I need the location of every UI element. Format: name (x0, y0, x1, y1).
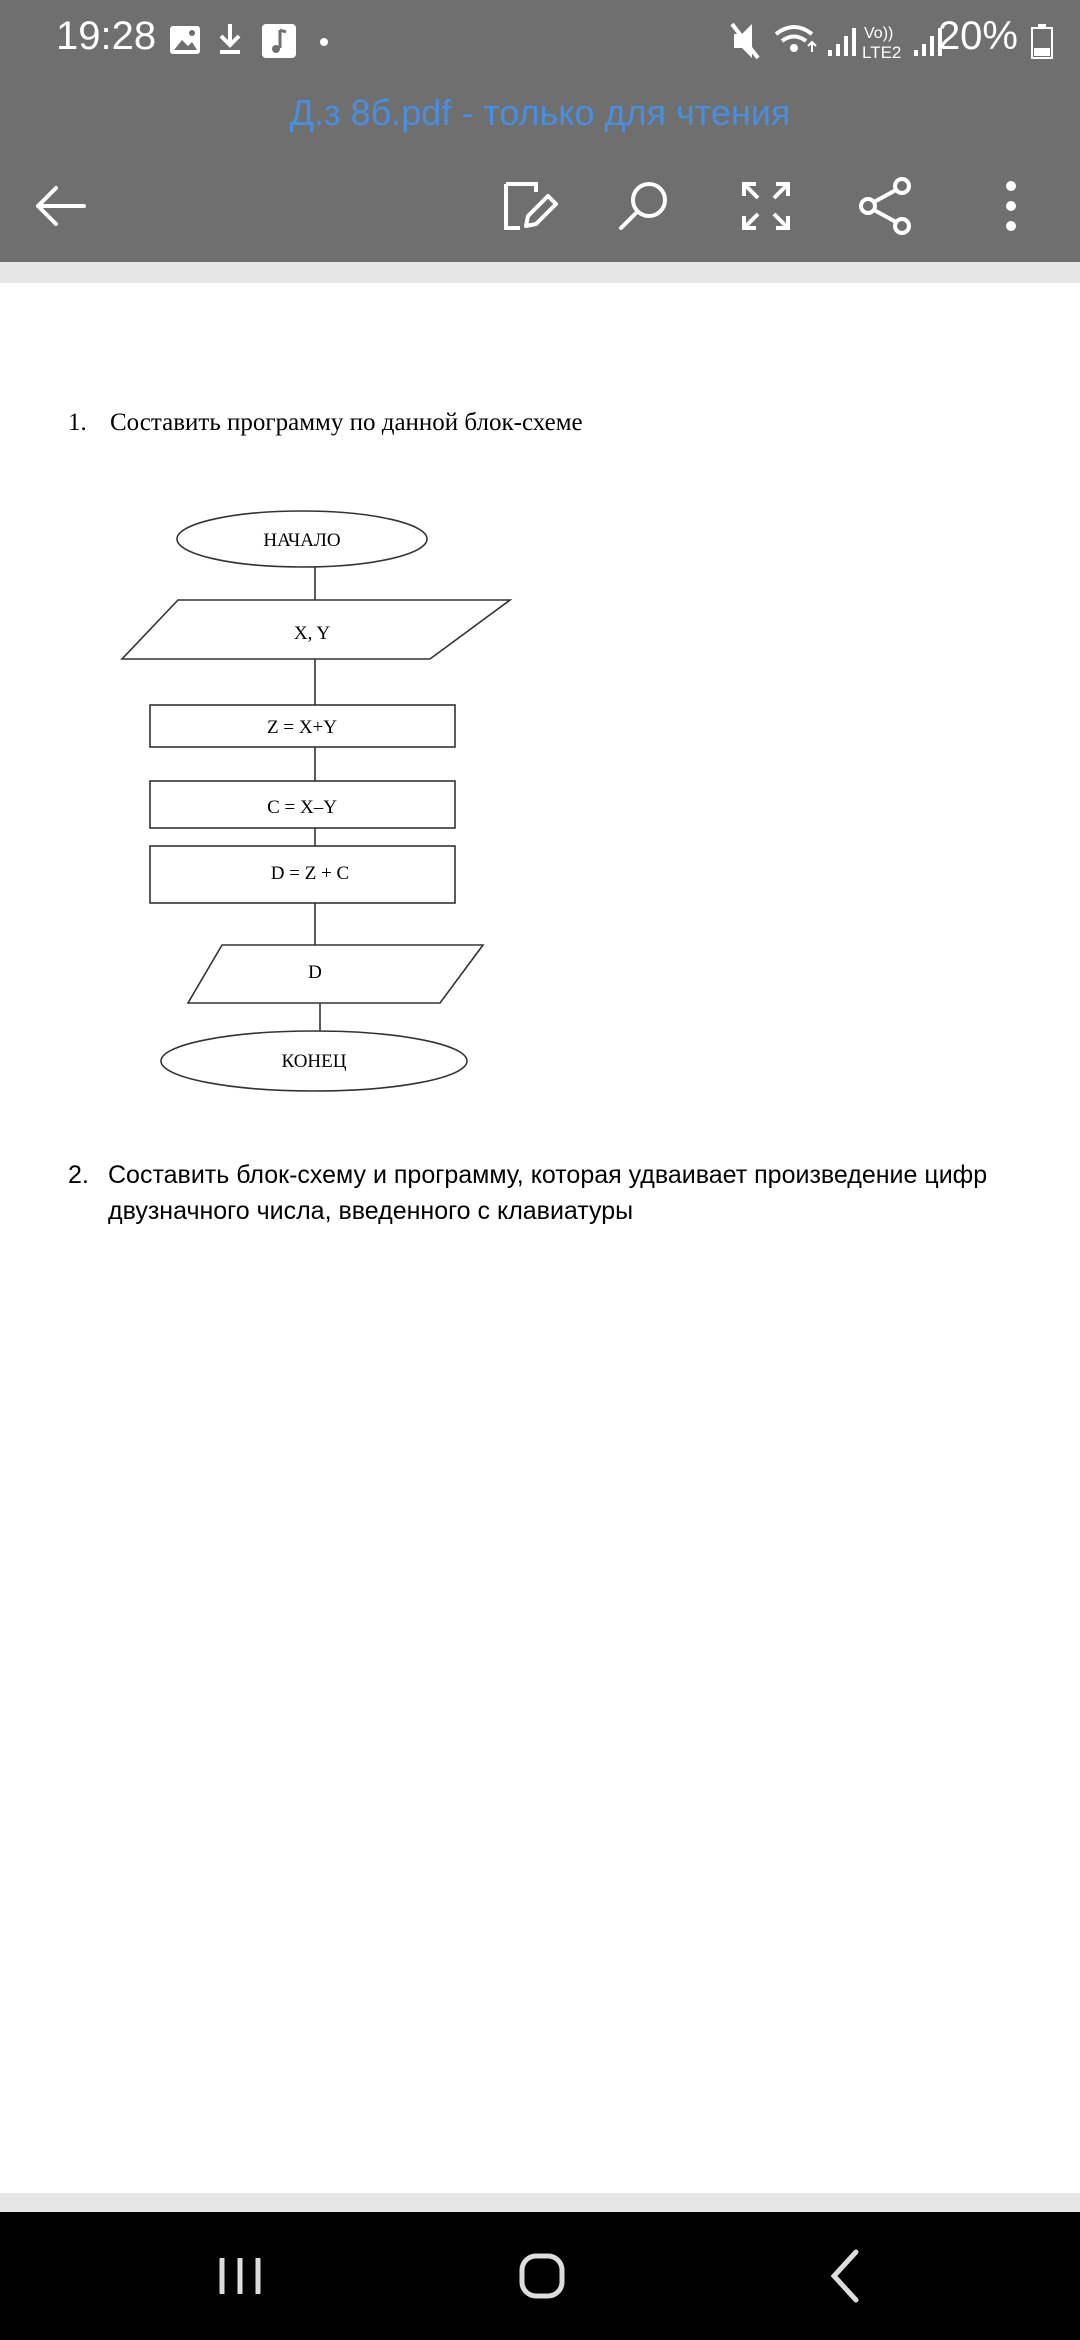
download-icon (220, 24, 240, 54)
question-number: 1. (68, 409, 87, 436)
flow-end (161, 1031, 467, 1091)
flow-end-label: КОНЕЦ (281, 1051, 347, 1072)
flow-output-label: D (308, 962, 322, 983)
share-button[interactable] (850, 170, 922, 242)
flow-start (177, 511, 427, 567)
status-time: 19:28 (56, 14, 157, 58)
share-icon (850, 170, 922, 242)
recents-button[interactable] (200, 2240, 280, 2312)
battery-icon (1032, 24, 1052, 58)
edit-button[interactable] (490, 170, 562, 242)
flow-step-2-label: C = X–Y (267, 797, 337, 818)
system-status (728, 12, 1058, 72)
flow-step-3-label: D = Z + C (270, 863, 350, 884)
notification-icons (166, 20, 346, 66)
back-icon (806, 2240, 886, 2312)
recents-icon (200, 2240, 280, 2312)
flow-step-3 (150, 846, 455, 903)
flow-step-1-label: Z = X+Y (267, 717, 337, 738)
home-icon (502, 2240, 582, 2312)
search-button[interactable] (607, 170, 679, 242)
home-button[interactable] (502, 2240, 582, 2312)
music-icon (262, 24, 296, 58)
flow-step-2 (150, 781, 455, 828)
flow-input-label: X, Y (293, 623, 331, 644)
document-title: Д.з 8б.pdf - только для чтения (289, 92, 791, 133)
search-icon (607, 170, 679, 242)
flow-start-label: НАЧАЛО (263, 530, 341, 551)
question-number: 2. (68, 1161, 89, 1189)
question-2 (68, 1157, 1028, 1229)
more-options-button[interactable] (975, 170, 1047, 242)
fullscreen-icon (730, 170, 802, 242)
navigation-bar (0, 2212, 1080, 2340)
more-icon (975, 170, 1047, 242)
status-bar (0, 0, 1080, 86)
image-icon (170, 26, 200, 54)
wifi-icon (776, 27, 816, 52)
app-toolbar (0, 86, 1080, 262)
flow-input (122, 600, 510, 659)
flowchart (0, 283, 1080, 1143)
back-button[interactable] (24, 170, 96, 242)
flow-step-1 (150, 705, 455, 747)
back-nav-button[interactable] (806, 2240, 886, 2312)
flow-output (188, 945, 483, 1003)
battery-percent: 20% (937, 14, 1018, 58)
network-label: LTE2 (862, 43, 902, 62)
fullscreen-button[interactable] (730, 170, 802, 242)
pdf-page[interactable] (0, 283, 1080, 2193)
question-text: Составить программу по данной блок-схеме (110, 409, 583, 436)
volte-label: Vo)) (864, 25, 894, 42)
question-text: Составить блок-схему и программу, которая удваивает произведение цифр двузначного числа, введенного с клавиатуры (108, 1161, 988, 1225)
mute-icon (732, 24, 758, 58)
signal-icon (828, 28, 856, 56)
edit-icon (490, 170, 562, 242)
back-arrow-icon (24, 170, 96, 242)
